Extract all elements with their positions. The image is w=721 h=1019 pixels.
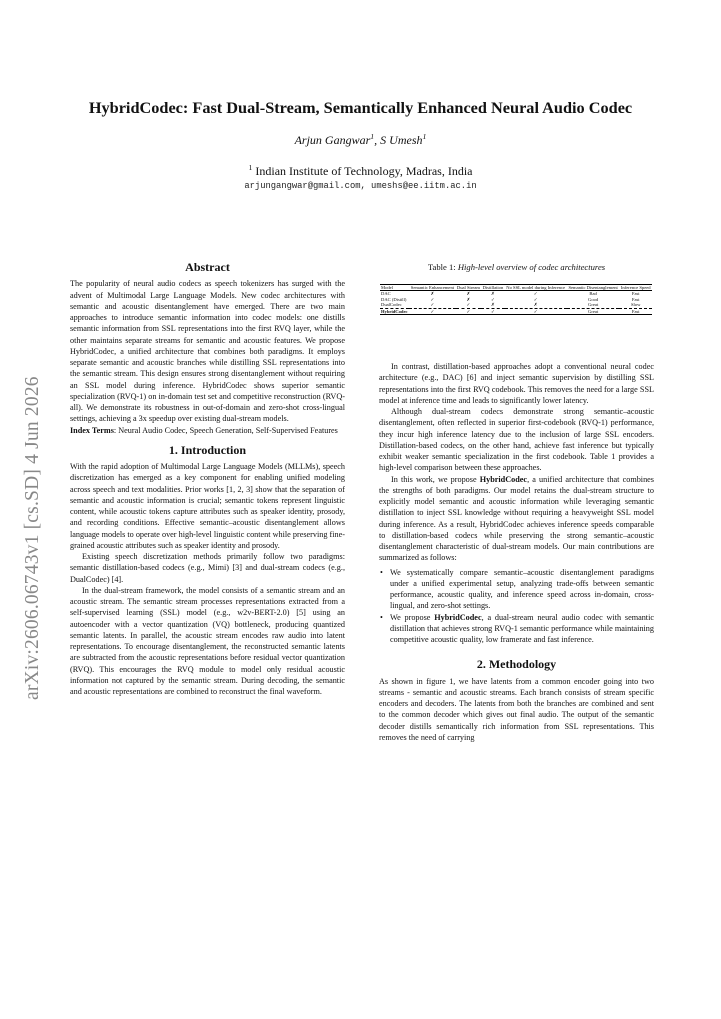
table-cell: Good: [588, 296, 599, 302]
table-cell: ✓: [490, 308, 495, 314]
arxiv-identifier: arXiv:2606.06743v1 [cs.SD] 4 Jun 2026: [22, 376, 43, 700]
table-cell: ✗: [466, 296, 471, 302]
contributions-list: [379, 567, 654, 646]
table-cell: Fast: [631, 296, 640, 302]
table-label: Table 1:: [427, 262, 456, 272]
table-cell: Great: [588, 302, 599, 308]
table-header-cell: No SSL model during Inference: [506, 285, 566, 290]
table-cell: ✓: [533, 296, 538, 302]
author-name: S Umesh: [380, 133, 423, 147]
table-cell: Fast: [631, 291, 640, 297]
left-column: [70, 262, 345, 697]
p3-text: , a unified architecture that combines the strengths of both paradigms. Our model retains the dual-stream structure to explicitly model semantic and acoustic information while leveraging semantic distillation to inject SSL knowledge without requiring a heavyweight SSL model during inference. As a result, HybridCodec achieves inference speeds comparable to distillation-based codecs while preserving the strong semantic–acoustic disentanglement characteristic of dual-stream models. Our main contributions are summarized as follows:: [379, 474, 654, 563]
intro-paragraph-2: Existing speech discretization methods primarily follow two paradigms: semantic distillation-based codecs (e.g., Mimi) [3] and dual-stream codecs (e.g., DualCodec) [4].: [70, 552, 345, 584]
table-header-cell: Inference Speed: [620, 285, 651, 290]
codec-overview-table: [380, 284, 652, 315]
table-cell: ✓: [430, 302, 435, 308]
list-item: • We systematically compare semantic–acoustic disentanglement paradigms under a unified experimental setup, analyzing trade-offs between semantic performance, acoustic quality, and inference speed across in-domain, cross-lingual, and zero-shot settings.: [390, 567, 654, 612]
table-header-cell: Semantic Enhancement: [410, 285, 455, 290]
table-cell: ✓: [533, 291, 538, 297]
table-cell: Fast: [631, 308, 640, 314]
intro-paragraph-1: With the rapid adoption of Multimodal Large Language Models (MLLMs), speech discretization has emerged as a key component for enabling unified modeling across speech and text modalities. Prior works [1, 2, 3] show that the separation of semantic and acoustic information is crucial; semantic tokens represent linguistic content, while acoustic tokens capture attributes such as speaker identity, prosody, and recording conditions. Effective semantic–acoustic disentanglement allows language models to operate over high-level linguistic content while preserving fine-grained acoustic attributes such as speaker identity and prosody.: [70, 462, 345, 550]
index-terms-label: Index Terms: [70, 425, 114, 435]
p3-text: In this work, we propose: [391, 474, 480, 484]
table-cell: ✓: [533, 308, 538, 314]
model-name: HybridCodec: [479, 474, 528, 484]
table-cell: Great: [588, 308, 599, 314]
table-row: [380, 308, 652, 314]
list-item: [390, 612, 654, 646]
table-cell: ✗: [466, 291, 471, 297]
methodology-text: As shown in figure 1, we have latents from a common encoder going into two streams - semantic and acoustic streams. Each branch consists of stream specific encoders and decoders. The latents from both the branches are combined and sent to the common decoder which gives out final audio. The output of the semantic decoder distills semantically rich information from SSL representations. This removes the need of carrying: [379, 676, 654, 742]
right-paragraph-2: Although dual-stream codecs demonstrate strong semantic–acoustic disentanglement, often reflected in superior first-codebook (RVQ-1) performance, they incur high inference latency due to the inclusion of large SSL encoders. Distillation-based codecs, on the other hand, achieve fast inference but typically exhibit weaker semantic specialization in the first codebook. Table 1 provides a high-level comparison between these approaches.: [379, 407, 654, 473]
affiliation-text: Indian Institute of Technology, Madras, India: [255, 164, 473, 178]
table-cell: DualCodec: [381, 302, 402, 308]
introduction-heading: 1. Introduction: [168, 442, 247, 457]
table-cell: Bad: [589, 291, 597, 297]
table-cell: ✗: [430, 291, 435, 297]
table-header-cell: Semantic Disentanglement: [568, 285, 618, 290]
affiliation-mark: 1: [370, 132, 375, 141]
table-cell: ✗: [490, 291, 495, 297]
author-name: Arjun Gangwar: [294, 133, 371, 147]
right-paragraph-1: In contrast, distillation-based approaches adopt a conventional neural codec architecture (e.g., DAC) [6] and inject semantic supervision by distilling SSL representations into the first RVQ codebook. This removes the need for a large SSL model at inference time and leads to significantly lower latency.: [379, 362, 654, 405]
table-cell: ✓: [430, 296, 435, 302]
table-header-cell: Model: [381, 285, 393, 290]
table-cell: HybridCodec: [381, 308, 408, 314]
affiliation-mark: 1: [248, 163, 253, 172]
table-cell: ✓: [430, 308, 435, 314]
table-cell: ✗: [490, 302, 495, 308]
table-cell: DAC (Distill): [381, 296, 407, 302]
affiliation-mark: 1: [422, 132, 427, 141]
table-header-row: [380, 285, 652, 291]
table-cell: Slow: [631, 302, 641, 308]
abstract-heading: Abstract: [185, 260, 230, 274]
methodology-heading: 2. Methodology: [476, 657, 557, 672]
table-cell: DAC: [381, 291, 391, 297]
author-list: Arjun Gangwar$^1$, S Umesh$^1$: [294, 132, 427, 147]
author-emails: arjungangwar@gmail.com, umeshs@ee.iitm.ac.in: [244, 181, 477, 191]
bullet-text: We propose: [390, 612, 435, 622]
index-terms-text: : Neural Audio Codec, Speech Generation, Self-Supervised Features: [113, 425, 338, 435]
affiliation: [60, 164, 661, 179]
table-cell: ✗: [533, 302, 538, 308]
abstract-text: The popularity of neural audio codecs as speech tokenizers has surged with the advent of Multimodal Large Language Models. New codec architectures with semantic and acoustic disentanglement have emerged. There are two main approaches to introduce semantic information into codec models: one distills semantic information from SSL representations into the first RVQ layer, while the other maintains separate streams for semantic and acoustic features. We propose HybridCodec, a unified architecture that combines both paradigms. It employs separate semantic and acoustic branches while distilling SSL representations into the semantic stream. This design ensures strong disentanglement without requiring an SSL model during inference. HybridCodec shows superior semantic specialization (RVQ-1) on in-domain test set and competitive reconstruction (RVQ-all). We demonstrate its robustness in out-of-domain and zero-shot cross-lingual settings, achieving a 3x speedup over existing dual-stream models.: [70, 279, 345, 424]
table-caption: [379, 262, 654, 272]
model-name: HybridCodec: [434, 612, 482, 622]
index-terms: [70, 425, 345, 436]
table-caption-text: High-level overview of codec architectures: [457, 262, 606, 272]
right-column: [379, 361, 654, 743]
intro-paragraph-3: In the dual-stream framework, the model consists of a semantic stream and an acoustic stream. The semantic stream processes representations extracted from a self-supervised learning (SSL) model (e.g., w2v-BERT-2.0) [5] using an autoencoder with a vector quantization (VQ) bottleneck, producing quantized semantic latents. In parallel, the acoustic stream encodes raw audio into latent representations. To encourage disentanglement, the reconstructed semantic latents are subtracted from the acoustic representations before residual vector quantization (RVQ). This encourages the RVQ module to model only residual acoustic information not captured by the semantic stream. During decoding, the semantic and acoustic representations are combined to reconstruct the final waveform.: [70, 585, 345, 696]
table-header-cell: Distillation: [482, 285, 504, 290]
table-cell: ✓: [466, 302, 471, 308]
right-paragraph-3: [379, 474, 654, 564]
table-header-cell: Dual Stream: [456, 285, 480, 290]
table-cell: ✓: [490, 296, 495, 302]
bullet-text: , a dual-stream neural audio codec with semantic distillation that achieves strong RVQ-1 semantic performance while maintaining competitive acoustic quality, low framerate and fast inference.: [390, 612, 654, 644]
table-cell: ✓: [466, 308, 471, 314]
paper-title: HybridCodec: Fast Dual-Stream, Semantically Enhanced Neural Audio Codec: [88, 98, 633, 117]
